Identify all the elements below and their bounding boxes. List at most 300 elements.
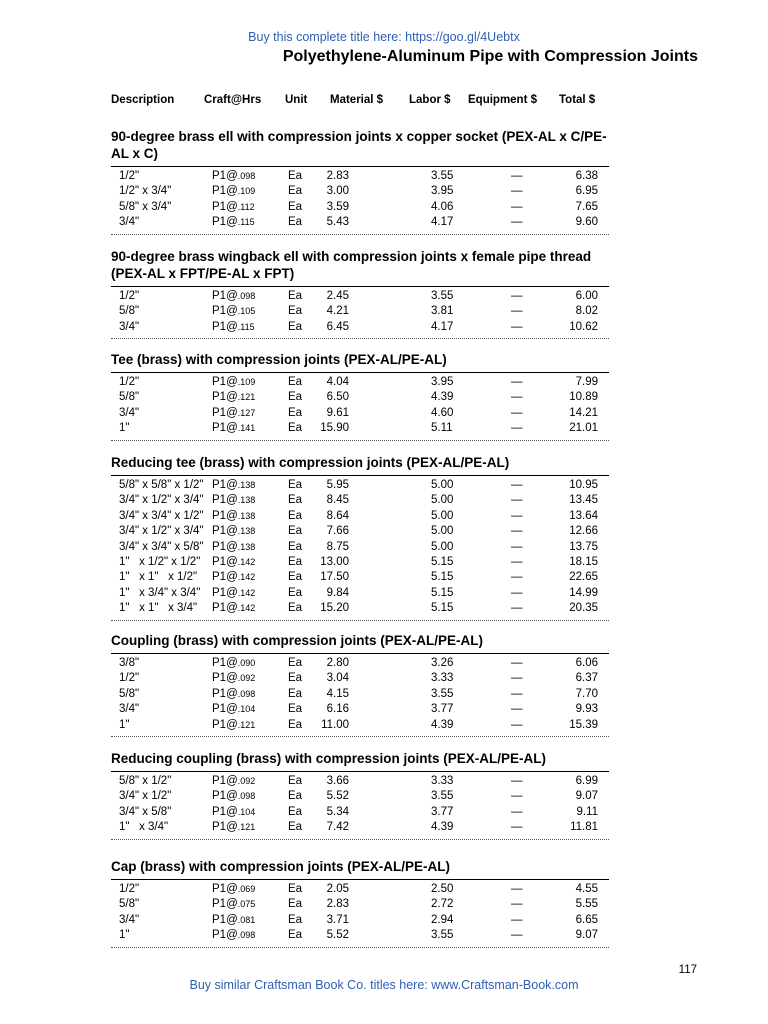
cell-total: 9.60	[575, 216, 598, 229]
cell-equipment: —	[511, 586, 523, 599]
cell-hours: .098	[237, 791, 256, 802]
section-title: 90-degree brass ell with compression joints x copper socket (PEX-AL x C/PE-AL x C)	[111, 129, 607, 161]
cell-total: 6.99	[575, 775, 598, 787]
cell-labor: 5.15	[431, 555, 454, 568]
cell-unit: Ea	[288, 509, 303, 522]
cell-equipment: —	[511, 805, 523, 818]
table-row	[111, 200, 609, 215]
cell-labor: 5.11	[431, 422, 453, 435]
cell-craft-hrs	[212, 376, 255, 388]
cell-unit: Ea	[288, 718, 303, 731]
cell-craft-code: P1@	[212, 200, 238, 213]
cell-equipment: —	[511, 913, 523, 926]
cell-craft-code: P1@	[212, 805, 238, 818]
cell-craft-code: P1@	[212, 775, 238, 787]
section-table	[111, 475, 609, 621]
cell-description: 5/8"	[119, 898, 140, 911]
cell-craft-hrs	[212, 407, 255, 419]
cell-craft-code: P1@	[212, 602, 238, 615]
cell-hours: .121	[237, 822, 256, 833]
cell-labor: 5.15	[431, 602, 454, 615]
cell-equipment: —	[511, 602, 523, 615]
cell-total: 12.66	[569, 525, 598, 538]
col-labor: Labor $	[409, 94, 451, 106]
cell-total: 13.45	[569, 494, 598, 507]
cell-craft-hrs	[212, 479, 255, 491]
cell-labor: 3.95	[431, 185, 454, 198]
cell-material: 9.84	[326, 586, 349, 599]
cell-hours: .142	[237, 556, 256, 567]
cell-material: 5.52	[326, 790, 349, 803]
cell-unit: Ea	[288, 290, 303, 302]
cell-material: 11.00	[321, 718, 349, 731]
cell-craft-code: P1@	[212, 898, 238, 911]
col-craft-hrs: Craft@Hrs	[204, 94, 262, 106]
cell-description: 3/4"	[119, 406, 140, 419]
cell-unit: Ea	[288, 479, 303, 491]
cell-hours: .092	[237, 673, 256, 684]
table-row	[111, 540, 609, 555]
cell-material: 2.83	[326, 170, 349, 182]
cell-total: 7.70	[575, 687, 598, 700]
cell-unit: Ea	[288, 494, 303, 507]
cell-material: 17.50	[320, 571, 349, 584]
cell-description: 5/8"	[119, 305, 140, 318]
cell-description: 1" x 3/4"	[119, 821, 169, 834]
cell-description: 3/4"	[119, 216, 140, 229]
buy-title-link[interactable]: Buy this complete title here: https://goo.gl/4Uebtx	[248, 30, 520, 44]
cell-material: 3.59	[326, 200, 349, 213]
cell-unit: Ea	[288, 555, 303, 568]
cell-craft-code: P1@	[212, 821, 238, 834]
section-table	[111, 653, 609, 737]
cell-unit: Ea	[288, 376, 303, 388]
cell-material: 4.21	[326, 305, 349, 318]
cell-total: 5.55	[575, 898, 598, 911]
table-row	[111, 215, 609, 230]
cell-labor: 3.55	[431, 687, 454, 700]
cell-craft-code: P1@	[212, 305, 238, 318]
cell-hours: .069	[237, 884, 256, 894]
cell-material: 7.66	[326, 525, 349, 538]
cell-equipment: —	[511, 525, 523, 538]
cell-description: 3/4" x 1/2" x 3/4"	[119, 494, 204, 507]
section-title: Coupling (brass) with compression joints (PEX-AL/PE-AL)	[111, 633, 484, 648]
cell-craft-hrs	[212, 790, 255, 802]
cell-unit: Ea	[288, 200, 303, 213]
table-row	[111, 390, 609, 405]
cell-labor: 3.33	[431, 672, 454, 685]
cell-unit: Ea	[288, 898, 303, 911]
cell-total: 7.99	[575, 376, 598, 388]
section-table	[111, 166, 609, 235]
cell-craft-code: P1@	[212, 790, 238, 803]
table-row	[111, 320, 609, 335]
cell-hours: .115	[237, 217, 255, 228]
cell-description: 1" x 1/2" x 1/2"	[119, 555, 201, 568]
cell-craft-hrs	[212, 541, 255, 553]
table-row	[111, 913, 609, 928]
table-row	[111, 702, 609, 717]
cell-equipment: —	[511, 422, 523, 435]
craftsman-book-link[interactable]: Buy similar Craftsman Book Co. titles here: www.Craftsman-Book.com	[189, 978, 579, 992]
cell-hours: .138	[237, 495, 256, 506]
table-row	[111, 882, 609, 897]
price-section	[111, 248, 609, 339]
cell-unit: Ea	[288, 391, 303, 404]
cell-hours: .112	[237, 201, 255, 212]
cell-craft-hrs	[212, 185, 255, 197]
cell-total: 13.64	[569, 509, 598, 522]
cell-equipment: —	[511, 479, 523, 491]
section-table	[111, 771, 609, 840]
cell-material: 8.64	[326, 509, 349, 522]
cell-material: 8.45	[326, 494, 349, 507]
cell-unit: Ea	[288, 883, 303, 895]
cell-total: 14.21	[569, 406, 598, 419]
cell-craft-code: P1@	[212, 185, 238, 198]
cell-labor: 4.60	[431, 406, 454, 419]
cell-total: 15.39	[569, 718, 598, 731]
cell-material: 5.52	[326, 929, 349, 942]
cell-description: 5/8" x 1/2"	[119, 775, 172, 787]
col-material: Material $	[330, 94, 384, 106]
cell-description: 5/8" x 5/8" x 1/2"	[119, 479, 204, 491]
cell-craft-hrs	[212, 806, 255, 818]
cell-craft-code: P1@	[212, 586, 238, 599]
price-section	[111, 128, 609, 235]
cell-material: 3.66	[326, 775, 349, 787]
cell-craft-hrs	[212, 898, 255, 910]
cell-material: 2.80	[326, 657, 349, 669]
table-row	[111, 820, 609, 835]
cell-unit: Ea	[288, 586, 303, 599]
price-section	[111, 632, 609, 737]
cell-material: 13.00	[320, 555, 349, 568]
cell-craft-hrs	[212, 672, 255, 684]
cell-hours: .127	[237, 407, 256, 418]
table-row	[111, 421, 609, 436]
cell-unit: Ea	[288, 821, 303, 834]
cell-hours: .115	[237, 321, 255, 332]
cell-craft-hrs	[212, 657, 255, 669]
cell-hours: .121	[237, 392, 256, 403]
col-equipment: Equipment $	[468, 94, 538, 106]
section-table	[111, 372, 609, 441]
cell-labor: 4.39	[431, 391, 454, 404]
price-section	[111, 750, 609, 840]
cell-labor: 2.72	[431, 898, 454, 911]
cell-description: 5/8"	[119, 687, 140, 700]
section-table	[111, 286, 609, 339]
table-row	[111, 509, 609, 524]
cell-hours: .104	[237, 704, 256, 715]
cell-hours: .141	[237, 423, 256, 434]
col-total: Total $	[559, 94, 596, 106]
cell-total: 6.95	[575, 185, 598, 198]
cell-unit: Ea	[288, 703, 303, 716]
cell-material: 4.15	[326, 687, 349, 700]
cell-craft-code: P1@	[212, 703, 238, 716]
cell-hours: .098	[237, 291, 256, 301]
cell-equipment: —	[511, 657, 523, 669]
cell-equipment: —	[511, 929, 523, 942]
cell-craft-hrs	[212, 688, 255, 700]
table-row	[111, 928, 609, 943]
cell-craft-code: P1@	[212, 479, 238, 491]
cell-labor: 3.77	[431, 805, 454, 818]
table-row	[111, 478, 609, 493]
cell-craft-hrs	[212, 216, 255, 228]
cell-labor: 4.17	[431, 216, 454, 229]
cell-craft-hrs	[212, 170, 255, 182]
cell-craft-hrs	[212, 587, 255, 599]
cell-description: 1/2"	[119, 290, 140, 302]
cell-material: 5.34	[326, 805, 349, 818]
cell-unit: Ea	[288, 602, 303, 615]
cell-description: 1" x 1" x 1/2"	[119, 571, 198, 584]
cell-hours: .075	[237, 899, 256, 910]
table-row	[111, 586, 609, 601]
cell-total: 9.07	[575, 790, 598, 803]
cell-craft-code: P1@	[212, 555, 238, 568]
cell-labor: 4.39	[431, 718, 454, 731]
cell-description: 3/4"	[119, 320, 140, 333]
cell-material: 15.20	[320, 602, 349, 615]
cell-description: 3/4" x 1/2" x 3/4"	[119, 525, 204, 538]
cell-craft-code: P1@	[212, 320, 238, 333]
cell-labor: 4.06	[431, 200, 454, 213]
cell-unit: Ea	[288, 687, 303, 700]
col-unit: Unit	[285, 94, 308, 106]
cell-material: 3.00	[326, 185, 349, 198]
cell-equipment: —	[511, 883, 523, 895]
section-title: Reducing coupling (brass) with compression joints (PEX-AL/PE-AL)	[111, 751, 547, 766]
cell-hours: .138	[237, 510, 256, 521]
cell-craft-code: P1@	[212, 376, 238, 388]
cell-equipment: —	[511, 775, 523, 787]
cell-equipment: —	[511, 320, 523, 333]
cell-craft-code: P1@	[212, 929, 238, 942]
cell-equipment: —	[511, 376, 523, 388]
cell-equipment: —	[511, 703, 523, 716]
cell-description: 3/4" x 5/8"	[119, 805, 172, 818]
cell-description: 1" x 3/4" x 3/4"	[119, 586, 201, 599]
cell-craft-hrs	[212, 305, 255, 317]
cell-craft-code: P1@	[212, 216, 238, 229]
cell-labor: 3.33	[431, 775, 454, 787]
cell-hours: .142	[237, 587, 256, 598]
cell-hours: .142	[237, 572, 256, 583]
cell-material: 2.83	[326, 898, 349, 911]
cell-hours: .142	[237, 603, 256, 614]
cell-description: 1"	[119, 422, 130, 435]
cell-equipment: —	[511, 898, 523, 911]
cell-hours: .098	[237, 171, 256, 181]
cell-craft-hrs	[212, 571, 255, 583]
cell-craft-hrs	[212, 391, 255, 403]
cell-total: 4.55	[575, 883, 598, 895]
cell-material: 7.42	[326, 821, 349, 834]
cell-craft-code: P1@	[212, 672, 238, 685]
cell-description: 1/2"	[119, 376, 140, 388]
cell-craft-code: P1@	[212, 290, 238, 302]
cell-craft-code: P1@	[212, 540, 238, 553]
table-row	[111, 524, 609, 539]
cell-craft-hrs	[212, 494, 255, 506]
cell-unit: Ea	[288, 305, 303, 318]
cell-total: 6.37	[575, 672, 598, 685]
cell-craft-code: P1@	[212, 883, 238, 895]
cell-hours: .104	[237, 806, 256, 817]
cell-material: 6.16	[326, 703, 349, 716]
cell-total: 9.11	[576, 805, 598, 818]
table-row	[111, 601, 609, 616]
cell-equipment: —	[511, 540, 523, 553]
cell-unit: Ea	[288, 790, 303, 803]
cell-craft-hrs	[212, 883, 255, 895]
cell-craft-code: P1@	[212, 422, 238, 435]
column-header-row	[111, 94, 602, 110]
cell-equipment: —	[511, 406, 523, 419]
cell-labor: 3.55	[431, 790, 454, 803]
cell-description: 3/4"	[119, 703, 140, 716]
cell-labor: 3.77	[431, 703, 454, 716]
table-row	[111, 169, 609, 184]
cell-hours: .138	[237, 541, 256, 552]
cell-description: 3/8"	[119, 657, 140, 669]
cell-total: 6.06	[575, 657, 598, 669]
cell-hours: .138	[237, 526, 256, 537]
cell-hours: .081	[237, 914, 256, 925]
cell-description: 3/4" x 3/4" x 5/8"	[119, 540, 204, 553]
page-title: Polyethylene-Aluminum Pipe with Compression Joints	[282, 48, 698, 65]
cell-craft-code: P1@	[212, 509, 238, 522]
price-section	[111, 454, 609, 621]
cell-craft-code: P1@	[212, 687, 238, 700]
cell-craft-hrs	[212, 556, 255, 568]
cell-material: 2.45	[326, 290, 349, 302]
cell-hours: .105	[237, 306, 256, 317]
section-title: Tee (brass) with compression joints (PEX-AL/PE-AL)	[111, 352, 447, 367]
cell-material: 4.04	[326, 376, 349, 388]
cell-unit: Ea	[288, 913, 303, 926]
cell-unit: Ea	[288, 657, 303, 669]
cell-unit: Ea	[288, 775, 303, 787]
table-row	[111, 570, 609, 585]
table-row	[111, 656, 609, 671]
cell-labor: 3.81	[431, 305, 454, 318]
cell-labor: 3.55	[431, 290, 454, 302]
cell-unit: Ea	[288, 216, 303, 229]
cell-craft-code: P1@	[212, 494, 238, 507]
cell-craft-hrs	[212, 914, 255, 926]
cell-description: 1"	[119, 929, 130, 942]
cell-description: 1/2" x 3/4"	[119, 185, 172, 198]
cell-total: 11.81	[570, 821, 598, 834]
cell-description: 5/8"	[119, 391, 140, 404]
table-row	[111, 184, 609, 199]
cell-description: 1/2"	[119, 883, 140, 895]
cell-description: 1" x 1" x 3/4"	[119, 602, 198, 615]
cell-craft-code: P1@	[212, 391, 238, 404]
cell-equipment: —	[511, 509, 523, 522]
cell-total: 10.89	[569, 391, 598, 404]
cell-labor: 5.00	[431, 479, 454, 491]
cell-labor: 4.17	[431, 320, 454, 333]
cell-total: 14.99	[569, 586, 598, 599]
cell-total: 22.65	[569, 571, 598, 584]
table-row	[111, 687, 609, 702]
cell-material: 5.95	[326, 479, 349, 491]
cell-equipment: —	[511, 290, 523, 302]
price-section	[111, 858, 609, 948]
cell-craft-code: P1@	[212, 913, 238, 926]
cell-material: 3.71	[326, 913, 349, 926]
col-description: Description	[111, 94, 175, 106]
cell-hours: .098	[237, 688, 256, 699]
cell-material: 2.05	[326, 883, 349, 895]
page-number: 117	[678, 964, 697, 976]
cell-total: 6.00	[575, 290, 598, 302]
cell-equipment: —	[511, 185, 523, 198]
cell-hours: .092	[237, 776, 256, 786]
cell-material: 6.50	[326, 391, 349, 404]
cell-craft-hrs	[212, 719, 255, 731]
cell-craft-hrs	[212, 821, 255, 833]
cell-unit: Ea	[288, 929, 303, 942]
cell-labor: 5.00	[431, 540, 454, 553]
cell-craft-hrs	[212, 703, 255, 715]
cell-craft-hrs	[212, 422, 255, 434]
cell-description: 3/4" x 3/4" x 1/2"	[119, 509, 204, 522]
cell-total: 13.75	[569, 540, 598, 553]
cell-total: 21.01	[569, 422, 598, 435]
cell-labor: 5.15	[431, 571, 454, 584]
cell-craft-code: P1@	[212, 657, 238, 669]
cell-description: 1/2"	[119, 672, 140, 685]
cell-hours: .098	[237, 930, 256, 941]
cell-description: 3/4"	[119, 913, 140, 926]
cell-description: 5/8" x 3/4"	[119, 200, 172, 213]
section-title: Cap (brass) with compression joints (PEX-AL/PE-AL)	[111, 859, 451, 874]
cell-total: 8.02	[575, 305, 598, 318]
cell-labor: 3.95	[431, 376, 454, 388]
cell-material: 5.43	[326, 216, 349, 229]
section-title: Reducing tee (brass) with compression joints (PEX-AL/PE-AL)	[111, 455, 510, 470]
price-section	[111, 351, 609, 441]
table-row	[111, 493, 609, 508]
table-row	[111, 375, 609, 390]
cell-labor: 4.39	[431, 821, 454, 834]
cell-material: 8.75	[326, 540, 349, 553]
cell-total: 9.07	[575, 929, 598, 942]
cell-labor: 5.00	[431, 525, 454, 538]
cell-total: 7.65	[575, 200, 598, 213]
cell-equipment: —	[511, 216, 523, 229]
cell-equipment: —	[511, 571, 523, 584]
cell-craft-hrs	[212, 321, 255, 333]
cell-description: 3/4" x 1/2"	[119, 790, 172, 803]
section-table	[111, 879, 609, 948]
cell-labor: 2.50	[431, 883, 454, 895]
cell-total: 6.38	[575, 170, 598, 182]
cell-total: 10.62	[569, 320, 598, 333]
cell-craft-code: P1@	[212, 406, 238, 419]
cell-craft-hrs	[212, 290, 255, 302]
cell-equipment: —	[511, 391, 523, 404]
cell-equipment: —	[511, 687, 523, 700]
